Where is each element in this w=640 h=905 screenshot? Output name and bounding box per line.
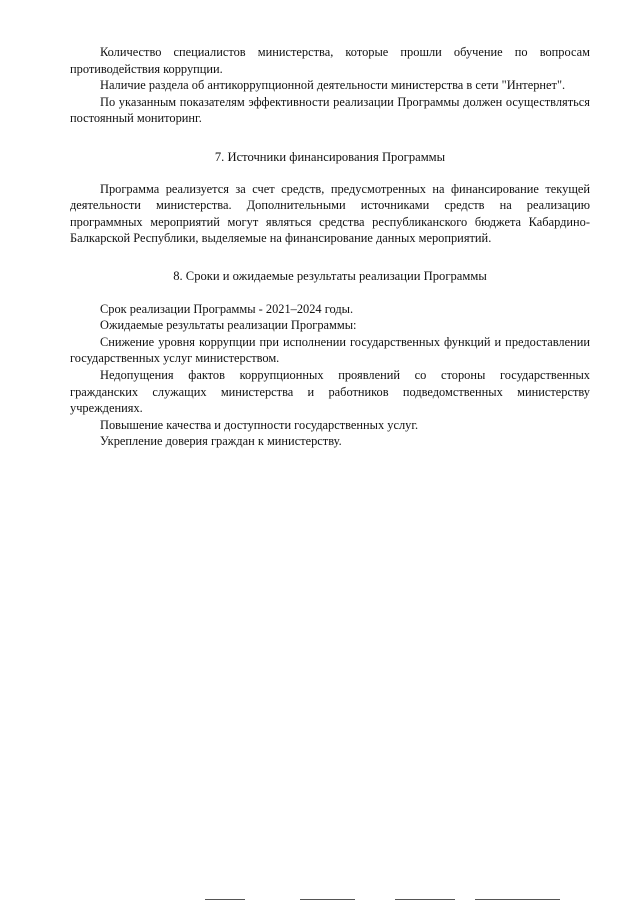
scan-mark [205, 899, 245, 900]
paragraph-program-term: Срок реализации Программы - 2021–2024 годы. [100, 301, 354, 316]
section-8-heading: 8. Сроки и ожидаемые результаты реализации Программы [173, 268, 487, 283]
scan-mark [300, 899, 355, 900]
paragraph-prevention: Недопущения фактов коррупционных проявлений со стороны государственных гражданских служащих министерства и работников подведомственных министерству учреждениях. [70, 367, 590, 416]
spacer [70, 127, 590, 149]
paragraph-trust: Укрепление доверия граждан к министерству. [100, 434, 342, 449]
paragraph-corruption-reduction: Снижение уровня коррупции при исполнении государственных функций и предоставлении государственных услуг министерством. [70, 334, 590, 366]
scan-mark [395, 899, 455, 900]
paragraph-specialists-trained: Количество специалистов министерства, которые прошли обучение по вопросам противодействия коррупции. [70, 45, 590, 76]
scan-mark [475, 899, 560, 900]
footer-scan-marks [205, 899, 565, 903]
spacer [70, 285, 590, 301]
page-content [70, 44, 590, 450]
spacer [70, 166, 590, 181]
paragraph-service-quality: Повышение качества и доступности государственных услуг. [100, 417, 419, 432]
paragraph-internet-section: Наличие раздела об антикоррупционной деятельности министерства в сети "Интернет". [100, 78, 566, 93]
spacer [70, 247, 590, 268]
section-7-heading: 7. Источники финансирования Программы [214, 149, 446, 164]
paragraph-funding-sources: Программа реализуется за счет средств, предусмотренных на финансирование текущей деятельности министерства. Дополнительными источниками средств на реализацию программных мероприятий могут являться средства республиканского бюджета Кабардино-Балкарской Республики, выделяемые на финансирование данных мероприятий. [70, 181, 590, 246]
paragraph-expected-results-intro: Ожидаемые результаты реализации Программы: [100, 318, 357, 333]
paragraph-monitoring: По указанным показателям эффективности реализации Программы должен осуществляться постоянный мониторинг. [70, 94, 590, 126]
